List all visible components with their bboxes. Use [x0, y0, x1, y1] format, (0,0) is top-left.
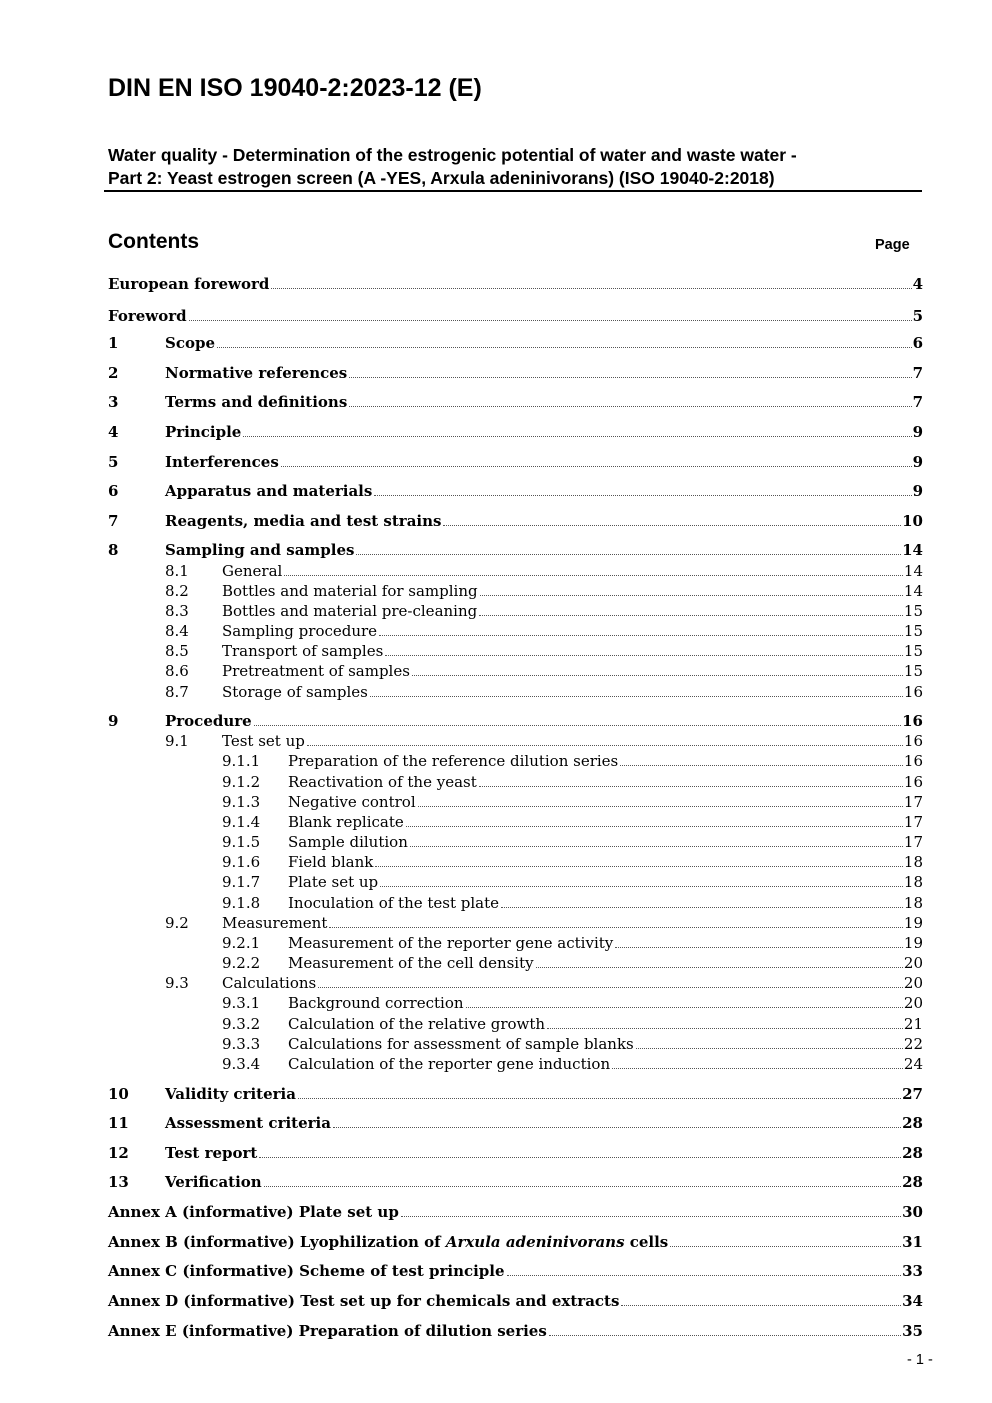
toc-entry-title-italic: Arxula adeninivorans [445, 1233, 625, 1251]
toc-entry-title: Annex E (informative) Preparation of dilution series [108, 1322, 547, 1340]
toc-entry-11[interactable] [108, 1113, 923, 1133]
contents-heading: Contents [108, 230, 199, 253]
toc-entry-9-2-1[interactable] [108, 933, 923, 953]
toc-entry-9-1-6[interactable] [108, 852, 923, 872]
toc-dot-leader [318, 986, 903, 988]
toc-entry-9-3-3[interactable] [108, 1034, 923, 1054]
toc-entry-title: Reagents, media and test strains [165, 512, 442, 530]
toc-dot-leader [443, 524, 901, 526]
toc-dot-leader [479, 785, 903, 787]
toc-entry-page: 4 [912, 275, 923, 293]
toc-entry-title: Measurement of the reporter gene activity [288, 934, 614, 952]
toc-entry-number: 8.7 [165, 683, 189, 701]
toc-dot-leader [466, 1006, 903, 1008]
toc-entry-title: Normative references [165, 364, 348, 382]
toc-entry-title: Interferences [165, 453, 279, 471]
toc-entry-title: Inoculation of the test plate [288, 894, 500, 912]
toc-entry-annex-e[interactable] [108, 1321, 923, 1341]
toc-entry-title: Calculations [222, 974, 317, 992]
toc-dot-leader [349, 376, 911, 378]
toc-entry-9-3[interactable] [108, 973, 923, 993]
toc-entry-page: 28 [902, 1173, 923, 1191]
toc-entry-title: Verification [165, 1173, 262, 1191]
toc-entry-page: 16 [903, 773, 923, 791]
toc-entry-9-1-4[interactable] [108, 812, 923, 832]
toc-entry-number: 9.3.3 [222, 1035, 261, 1053]
toc-entry-9-3-2[interactable] [108, 1014, 923, 1034]
toc-entry-number: 8.6 [165, 662, 189, 680]
toc-dot-leader [254, 724, 901, 726]
toc-entry-annex-c[interactable] [108, 1261, 923, 1281]
subtitle-line-2: Part 2: Yeast estrogen screen (A -YES, Arxula adeninivorans) (ISO 19040-2:2018) [108, 168, 775, 188]
toc-entry-8-7[interactable] [108, 682, 923, 702]
toc-entry-1[interactable] [108, 333, 923, 353]
toc-entry-title-prefix: Annex B (informative) Lyophilization of [108, 1233, 446, 1251]
toc-entry-title: Measurement of the cell density [288, 954, 534, 972]
toc-entry-page: 6 [912, 334, 923, 352]
toc-entry-page: 9 [912, 453, 923, 471]
toc-entry-number: 9.1.4 [222, 813, 261, 831]
toc-entry-5[interactable] [108, 452, 923, 472]
toc-entry-number: 13 [108, 1173, 129, 1191]
toc-entry-number: 8 [108, 541, 119, 559]
toc-entry-title: Assessment criteria [165, 1114, 331, 1132]
toc-entry-page: 17 [903, 793, 923, 811]
toc-entry-number: 10 [108, 1085, 129, 1103]
toc-entry-9-1-5[interactable] [108, 832, 923, 852]
toc-entry-title: Annex D (informative) Test set up for chemicals and extracts [108, 1292, 620, 1310]
toc-entry-title: Plate set up [288, 873, 379, 891]
toc-entry-page: 15 [903, 662, 923, 680]
toc-entry-number: 2 [108, 364, 119, 382]
toc-entry-page: 24 [903, 1055, 923, 1073]
toc-dot-leader [410, 845, 903, 847]
toc-entry-8-5[interactable] [108, 641, 923, 661]
toc-entry-6[interactable] [108, 481, 923, 501]
toc-entry-number: 9.3.1 [222, 994, 261, 1012]
toc-dot-leader [356, 553, 901, 555]
toc-entry-page: 33 [902, 1262, 923, 1280]
toc-entry-title: Test set up [222, 732, 305, 750]
toc-entry-page: 21 [903, 1015, 923, 1033]
toc-entry-9-1-2[interactable] [108, 772, 923, 792]
toc-dot-leader [259, 1156, 901, 1158]
toc-entry-title: Calculation of the reporter gene induction [288, 1055, 611, 1073]
toc-entry-page: 16 [903, 683, 923, 701]
toc-entry-4[interactable] [108, 422, 923, 442]
toc-dot-leader [217, 346, 912, 348]
toc-entry-8-1[interactable] [108, 561, 923, 581]
toc-dot-leader [370, 695, 903, 697]
toc-entry-page: 17 [903, 813, 923, 831]
toc-dot-leader [549, 1334, 901, 1336]
toc-entry-title: Sampling and samples [165, 541, 355, 559]
toc-entry-page: 17 [903, 833, 923, 851]
toc-entry-title: Sampling procedure [222, 622, 378, 640]
toc-entry-number: 9 [108, 712, 119, 730]
toc-entry-number: 9.3.2 [222, 1015, 261, 1033]
toc-entry-number: 5 [108, 453, 119, 471]
subtitle-line-1: Water quality - Determination of the estrogenic potential of water and waste water - [108, 145, 797, 165]
toc-entry-9-2[interactable] [108, 913, 923, 933]
toc-entry-9-1-3[interactable] [108, 792, 923, 812]
toc-dot-leader [374, 494, 911, 496]
toc-entry-page: 20 [903, 994, 923, 1012]
toc-entry-number: 8.4 [165, 622, 189, 640]
toc-entry-page: 7 [912, 393, 923, 411]
toc-dot-leader [621, 1304, 901, 1306]
toc-entry-title: Field blank [288, 853, 374, 871]
toc-entry-page: 14 [903, 582, 923, 600]
toc-entry-number: 9.1 [165, 732, 189, 750]
toc-entry-title: Foreword [108, 307, 187, 325]
toc-entry-number: 9.1.8 [222, 894, 261, 912]
toc-entry-page: 20 [903, 974, 923, 992]
toc-dot-leader [507, 1274, 902, 1276]
toc-dot-leader [379, 634, 903, 636]
toc-entry-title: Reactivation of the yeast [288, 773, 477, 791]
toc-entry-page: 14 [902, 541, 923, 559]
toc-entry-page: 15 [903, 622, 923, 640]
toc-entry-13[interactable] [108, 1172, 923, 1192]
toc-entry-number: 9.2 [165, 914, 189, 932]
toc-entry-page: 16 [902, 712, 923, 730]
toc-entry-9[interactable] [108, 711, 923, 731]
toc-entry-title: Procedure [165, 712, 252, 730]
toc-entry-8-4[interactable] [108, 621, 923, 641]
toc-entry-page: 10 [902, 512, 923, 530]
toc-entry-9-3-4[interactable] [108, 1054, 923, 1074]
toc-dot-leader [281, 465, 912, 467]
toc-entry-page: 15 [903, 602, 923, 620]
subtitle-divider [104, 190, 922, 192]
toc-entry-page: 31 [902, 1233, 923, 1251]
toc-entry-title-suffix: cells [624, 1233, 669, 1251]
toc-entry-8-3[interactable] [108, 601, 923, 621]
toc-entry-annex-b[interactable] [108, 1232, 923, 1252]
toc-entry-9-3-1[interactable] [108, 993, 923, 1013]
toc-dot-leader [284, 574, 903, 576]
toc-entry-page: 22 [903, 1035, 923, 1053]
toc-entry-title: Annex C (informative) Scheme of test principle [108, 1262, 505, 1280]
toc-entry-title: General [222, 562, 283, 580]
toc-dot-leader [349, 405, 911, 407]
toc-dot-leader [401, 1215, 901, 1217]
toc-entry-title [108, 1232, 668, 1252]
toc-entry-foreword[interactable] [108, 306, 923, 326]
toc-dot-leader [536, 966, 903, 968]
toc-entry-number: 9.2.2 [222, 954, 261, 972]
toc-entry-number: 9.1.5 [222, 833, 261, 851]
document-title: DIN EN ISO 19040-2:2023-12 (E) [108, 74, 482, 102]
toc-dot-leader [243, 435, 911, 437]
toc-dot-leader [307, 744, 903, 746]
toc-entry-number: 9.3.4 [222, 1055, 261, 1073]
toc-dot-leader [615, 946, 903, 948]
toc-entry-title: Storage of samples [222, 683, 368, 701]
toc-entry-title: Preparation of the reference dilution series [288, 752, 619, 770]
toc-entry-page: 19 [903, 914, 923, 932]
toc-entry-title: Apparatus and materials [165, 482, 373, 500]
toc-dot-leader [406, 825, 903, 827]
toc-entry-9-1[interactable] [108, 731, 923, 751]
toc-entry-8-2[interactable] [108, 581, 923, 601]
toc-entry-3[interactable] [108, 392, 923, 412]
toc-entry-12[interactable] [108, 1143, 923, 1163]
toc-entry-number: 8.3 [165, 602, 189, 620]
toc-entry-number: 7 [108, 512, 119, 530]
toc-entry-number: 3 [108, 393, 119, 411]
toc-entry-title: Bottles and material pre-cleaning [222, 602, 478, 620]
toc-dot-leader [298, 1097, 901, 1099]
toc-entry-page: 30 [902, 1203, 923, 1221]
toc-entry-number: 9.2.1 [222, 934, 261, 952]
toc-entry-page: 28 [902, 1114, 923, 1132]
toc-dot-leader [620, 764, 903, 766]
toc-entry-8-6[interactable] [108, 661, 923, 681]
toc-entry-number: 6 [108, 482, 119, 500]
toc-entry-title: Pretreatment of samples [222, 662, 410, 680]
toc-entry-number: 9.1.7 [222, 873, 261, 891]
toc-entry-title: Scope [165, 334, 216, 352]
toc-entry-number: 9.1.3 [222, 793, 261, 811]
toc-dot-leader [612, 1067, 903, 1069]
toc-dot-leader [375, 865, 903, 867]
toc-entry-page: 9 [912, 482, 923, 500]
toc-entry-2[interactable] [108, 363, 923, 383]
toc-entry-page: 18 [903, 894, 923, 912]
toc-entry-title: Blank replicate [288, 813, 404, 831]
toc-entry-title: European foreword [108, 275, 270, 293]
toc-entry-page: 16 [903, 752, 923, 770]
toc-entry-title: Validity criteria [165, 1085, 296, 1103]
toc-entry-title: Transport of samples [222, 642, 384, 660]
toc-dot-leader [189, 319, 912, 321]
toc-dot-leader [329, 926, 903, 928]
toc-entry-9-1-8[interactable] [108, 893, 923, 913]
toc-dot-leader [479, 614, 903, 616]
toc-entry-7[interactable] [108, 511, 923, 531]
toc-dot-leader [380, 885, 903, 887]
toc-entry-title: Calculation of the relative growth [288, 1015, 546, 1033]
page-number: - 1 - [907, 1352, 933, 1368]
toc-entry-10[interactable] [108, 1084, 923, 1104]
toc-entry-page: 18 [903, 873, 923, 891]
toc-entry-page: 14 [903, 562, 923, 580]
toc-entry-page: 35 [902, 1322, 923, 1340]
toc-dot-leader [501, 906, 903, 908]
toc-entry-number: 8.5 [165, 642, 189, 660]
page-column-heading: Page [875, 237, 910, 253]
toc-entry-number: 4 [108, 423, 119, 441]
toc-entry-title: Annex A (informative) Plate set up [108, 1203, 399, 1221]
toc-entry-title: Terms and definitions [165, 393, 348, 411]
toc-entry-annex-a[interactable] [108, 1202, 923, 1222]
toc-dot-leader [480, 594, 903, 596]
toc-entry-title: Calculations for assessment of sample blanks [288, 1035, 634, 1053]
toc-entry-number: 1 [108, 334, 119, 352]
toc-entry-page: 34 [902, 1292, 923, 1310]
document-subtitle [108, 144, 920, 190]
toc-dot-leader [670, 1245, 901, 1247]
toc-dot-leader [547, 1027, 903, 1029]
toc-entry-number: 9.1.6 [222, 853, 261, 871]
toc-entry-page: 18 [903, 853, 923, 871]
toc-entry-page: 20 [903, 954, 923, 972]
toc-entry-page: 27 [902, 1085, 923, 1103]
toc-dot-leader [636, 1047, 903, 1049]
toc-entry-number: 9.1.1 [222, 752, 261, 770]
toc-dot-leader [264, 1185, 901, 1187]
toc-entry-annex-d[interactable] [108, 1291, 923, 1311]
toc-entry-title: Sample dilution [288, 833, 408, 851]
toc-entry-title: Negative control [288, 793, 416, 811]
toc-entry-page: 16 [903, 732, 923, 750]
toc-entry-title: Background correction [288, 994, 464, 1012]
toc-entry-number: 9.1.2 [222, 773, 261, 791]
toc-entry-title: Test report [165, 1144, 258, 1162]
toc-entry-page: 19 [903, 934, 923, 952]
toc-dot-leader [271, 287, 911, 289]
toc-entry-9-1-7[interactable] [108, 872, 923, 892]
toc-entry-9-2-2[interactable] [108, 953, 923, 973]
toc-dot-leader [385, 654, 903, 656]
toc-entry-number: 9.3 [165, 974, 189, 992]
toc-entry-title: Bottles and material for sampling [222, 582, 478, 600]
toc-dot-leader [418, 805, 903, 807]
toc-entry-number: 8.2 [165, 582, 189, 600]
toc-entry-number: 8.1 [165, 562, 189, 580]
toc-entry-page: 15 [903, 642, 923, 660]
toc-dot-leader [412, 674, 903, 676]
toc-dot-leader [333, 1126, 901, 1128]
toc-entry-page: 9 [912, 423, 923, 441]
toc-entry-number: 11 [108, 1114, 129, 1132]
toc-entry-page: 28 [902, 1144, 923, 1162]
toc-entry-title: Principle [165, 423, 242, 441]
toc-entry-9-1-1[interactable] [108, 751, 923, 771]
toc-entry-8[interactable] [108, 540, 923, 560]
toc-entry-page: 5 [912, 307, 923, 325]
toc-entry-european-foreword[interactable] [108, 274, 923, 294]
toc-entry-title: Measurement [222, 914, 328, 932]
toc-entry-number: 12 [108, 1144, 129, 1162]
toc-entry-page: 7 [912, 364, 923, 382]
